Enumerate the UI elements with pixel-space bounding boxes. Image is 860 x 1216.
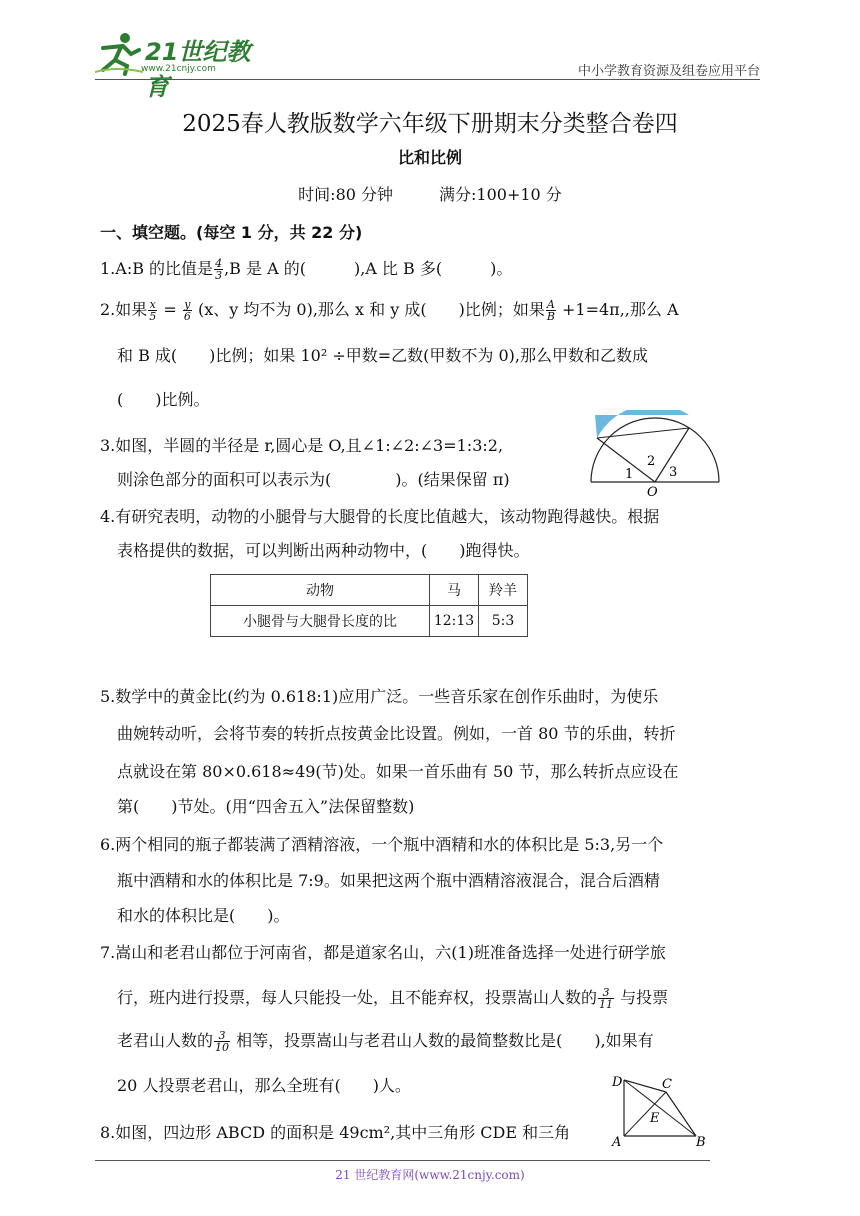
question-7-line-3: 老君山人数的 $\frac{3}{10}$ 相等，投票嵩山与老君山人数的最简整数比是( ),如果有 [117, 1029, 654, 1054]
quadrilateral-figure [610, 1070, 710, 1150]
table-cell: 5:3 [479, 606, 528, 637]
angle-2-label: 2 [647, 454, 656, 469]
question-5-line-3: 点就设在第 80×0.618≈49(节)处。如果一首乐曲有 50 节，那么转折点应设在 [117, 762, 679, 781]
question-1 [100, 258, 512, 281]
question-3-line-1: 3.如图，半圆的半径是 r,圆心是 O,且∠1:∠2:∠3=1:3:2, [100, 436, 504, 455]
q7-fraction-a: $\frac{3}{11}$ [599, 986, 614, 1011]
page-footer[interactable]: 21 世纪教育网(www.21cnjy.com) [335, 1168, 525, 1182]
q7-fraction-b: $\frac{3}{10}$ [215, 1029, 230, 1054]
table-row [211, 606, 528, 637]
q1-fraction: $\frac{4}{3}$ [215, 257, 223, 282]
exam-time: 时间:80 分钟 [298, 185, 394, 204]
logo-text: 21世纪教育 [145, 38, 251, 101]
question-5-line-1: 5.数学中的黄金比(约为 0.618:1)应用广泛。一些音乐家在创作乐曲时，为使乐 [100, 687, 659, 706]
table-header-cell: 动物 [211, 575, 430, 606]
question-2-line-3: ( )比例。 [117, 390, 210, 409]
table-row [211, 575, 528, 606]
runner-logo-icon [95, 30, 145, 76]
shaded-region [595, 410, 689, 438]
header-divider [95, 79, 760, 80]
question-6-line-2: 瓶中酒精和水的体积比是 7:9。如果把这两个瓶中酒精溶液混合，混合后酒精 [117, 871, 660, 890]
q2-fraction-y: $\frac{y}{6}$ [183, 298, 191, 323]
q2-fraction-ab: $\frac{A}{B}$ [546, 298, 555, 323]
center-o-label: O [647, 485, 658, 500]
vertex-b-label: B [696, 1135, 706, 1150]
page-header [0, 0, 860, 101]
section-heading: 一、填空题。(每空 1 分，共 22 分) [100, 223, 363, 242]
table-cell: 小腿骨与大腿骨长度的比 [211, 606, 430, 637]
exam-meta [0, 182, 860, 205]
question-3-line-2: 则涂色部分的面积可以表示为( )。(结果保留 π) [117, 470, 510, 489]
q1-text-b: ,B 是 A 的( ),A 比 B 多( )。 [224, 259, 513, 278]
platform-name: 中小学教育资源及组卷应用平台 [577, 64, 760, 79]
question-8-line-1: 8.如图，四边形 ABCD 的面积是 49cm²,其中三角形 CDE 和三角 [100, 1123, 571, 1142]
question-4-line-1: 4.有研究表明，动物的小腿骨与大腿骨的长度比值越大，该动物跑得越快。根据 [100, 507, 660, 526]
question-7-line-4: 20 人投票老君山，那么全班有( )人。 [117, 1076, 411, 1095]
page-subtitle: 比和比例 [397, 148, 462, 167]
table-header-cell: 马 [430, 575, 479, 606]
table-header-cell: 羚羊 [479, 575, 528, 606]
question-5-line-2: 曲婉转动听，会将节奏的转折点按黄金比设置。例如，一首 80 节的乐曲，转折 [117, 724, 676, 743]
semicircle-figure [585, 410, 725, 500]
vertex-a-label: A [612, 1135, 622, 1150]
logo-url: www.21cnjy.com [141, 64, 216, 74]
table-cell: 12:13 [430, 606, 479, 637]
angle-3-label: 3 [669, 465, 678, 480]
q1-text-a: 1.A:B 的比值是 [100, 259, 214, 278]
question-6-line-1: 6.两个相同的瓶子都装满了酒精溶液，一个瓶中酒精和水的体积比是 5:3,另一个 [100, 835, 664, 854]
question-2-line-1: 2.如果 $\frac{x}{5}$ = $\frac{y}{6}$ (x、y 均不为 0),那么 x 和 y 成( )比例；如果 $\frac{A}{B}$ +1=4π,,那么 A [100, 298, 679, 323]
question-6-line-3: 和水的体积比是( )。 [117, 906, 290, 925]
footer-divider [95, 1160, 710, 1161]
page-title: 2025春人教版数学六年级下册期末分类整合卷四 [182, 111, 678, 137]
angle-1-label: 1 [625, 467, 634, 482]
site-logo [95, 30, 265, 101]
vertex-c-label: C [662, 1077, 672, 1092]
question-7-line-2: 行，班内进行投票，每人只能投一处，且不能弃权，投票嵩山人数的 $\frac{3}{11}$ 与投票 [117, 986, 669, 1011]
exam-score: 满分:100+10 分 [439, 185, 562, 204]
animal-table [210, 574, 528, 637]
point-e-label: E [650, 1111, 660, 1126]
vertex-d-label: D [612, 1075, 623, 1090]
question-4-line-2: 表格提供的数据，可以判断出两种动物中，( )跑得快。 [117, 541, 530, 560]
q2-fraction-x: $\frac{x}{5}$ [149, 298, 157, 323]
question-2-line-2: 和 B 成( )比例；如果 10² ÷甲数=乙数(甲数不为 0),那么甲数和乙数成 [117, 346, 649, 365]
question-5-line-4: 第( )节处。(用“四舍五入”法保留整数) [117, 797, 415, 816]
question-7-line-1: 7.嵩山和老君山都位于河南省，都是道家名山，六(1)班准备选择一处进行研学旅 [100, 943, 666, 962]
